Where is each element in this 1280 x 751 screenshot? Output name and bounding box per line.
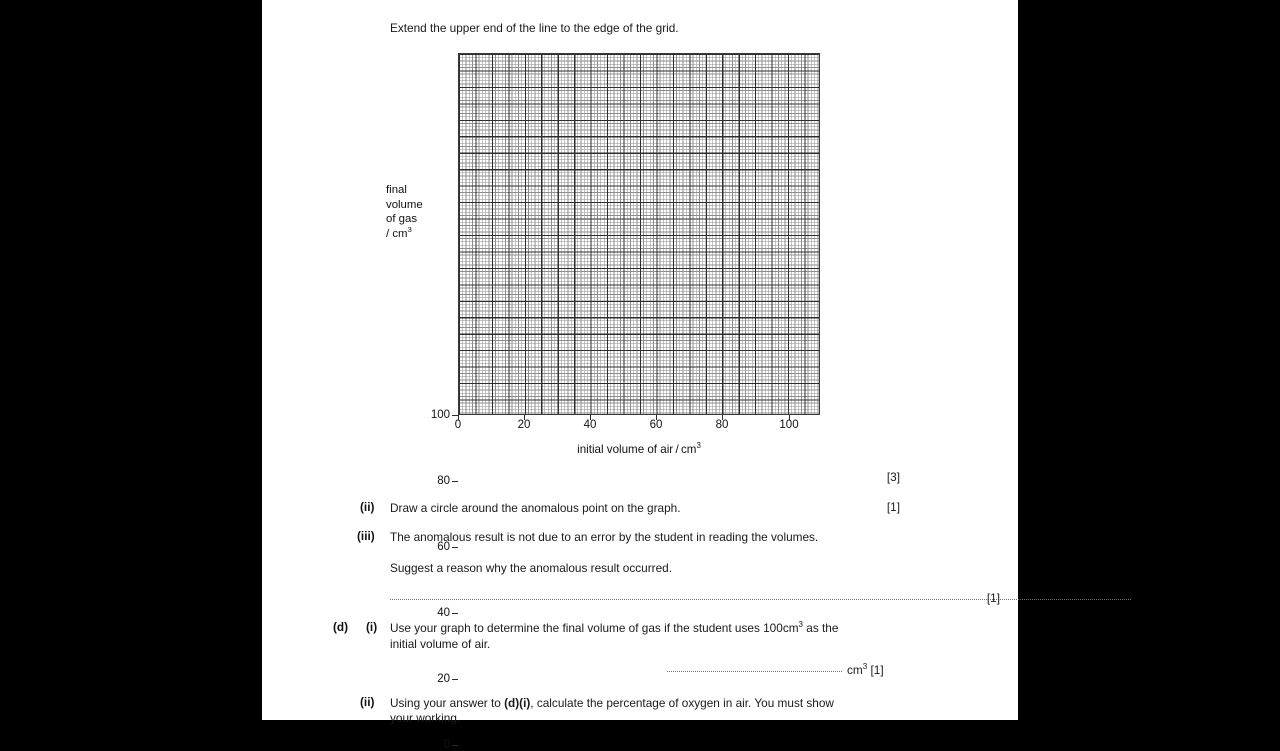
d-i-unit: cm bbox=[782, 621, 799, 635]
answer-line-d-i[interactable] bbox=[667, 671, 842, 672]
y-tick-mark-40 bbox=[452, 613, 458, 614]
question-label-d: (d) bbox=[333, 620, 349, 634]
exam-paper-page bbox=[262, 0, 1018, 751]
marks-c-i: [3] bbox=[886, 470, 900, 484]
y-tick-label-60: 60 bbox=[437, 541, 450, 553]
y-tick-mark-60 bbox=[452, 547, 458, 548]
d-i-line-2: initial volume of air. bbox=[390, 637, 491, 651]
answer-unit-text: cm bbox=[847, 663, 863, 677]
question-label-d-ii: (ii) bbox=[360, 695, 375, 709]
y-axis-label-line-1: final bbox=[386, 184, 407, 196]
y-tick-label-20: 20 bbox=[437, 673, 450, 685]
x-tick-label-60: 60 bbox=[649, 419, 663, 431]
y-tick-mark-0 bbox=[452, 745, 458, 746]
y-axis-label-line-2: volume bbox=[386, 198, 423, 211]
y-tick-label-100: 100 bbox=[430, 409, 450, 421]
question-text-c-ii: Draw a circle around the anomalous point on the graph. bbox=[390, 501, 681, 515]
question-label-c-iii: (iii) bbox=[357, 529, 375, 543]
x-tick-label-80: 80 bbox=[715, 419, 729, 431]
d-i-unit-exponent: 3 bbox=[798, 620, 804, 630]
y-tick-label-40: 40 bbox=[437, 607, 450, 619]
d-ii-text-b: , calculate the percentage of oxygen in air. You must show bbox=[530, 696, 834, 710]
x-tick-label-100: 100 bbox=[779, 419, 799, 431]
question-text-c-iii-followup: Suggest a reason why the anomalous result occurred. bbox=[390, 561, 672, 575]
y-tick-mark-20 bbox=[452, 679, 458, 680]
d-i-text-c: as the bbox=[803, 621, 839, 635]
y-axis-label-line-4 bbox=[386, 224, 456, 242]
d-ii-reference: (d)(i) bbox=[504, 696, 531, 710]
y-tick-mark-80 bbox=[452, 481, 458, 482]
answer-unit-exponent: 3 bbox=[862, 662, 868, 672]
instruction-text: Extend the upper end of the line to the edge of the grid. bbox=[390, 21, 679, 35]
marks-d-i: [1] bbox=[870, 663, 884, 677]
question-text-c-iii: The anomalous result is not due to an error by the student in reading the volumes. bbox=[390, 530, 819, 544]
graph-grid[interactable] bbox=[458, 53, 820, 415]
d-ii-text-a: Using your answer to bbox=[390, 696, 505, 710]
y-axis-label bbox=[386, 183, 456, 241]
y-axis-label-unit-exponent: 3 bbox=[407, 224, 412, 234]
x-tick-label-40: 40 bbox=[583, 419, 597, 431]
y-tick-label-0: 0 bbox=[443, 739, 450, 751]
question-text-d-i bbox=[390, 620, 895, 652]
answer-unit-d-i bbox=[847, 663, 884, 677]
question-text-d-ii bbox=[390, 695, 895, 711]
y-axis-label-unit: / cm bbox=[386, 227, 408, 240]
x-axis-label-main: initial volume of air / cm bbox=[577, 443, 697, 456]
marks-c-ii: [1] bbox=[886, 500, 900, 514]
answer-line-c-iii[interactable] bbox=[390, 599, 1131, 600]
d-i-text-a: Use your graph to determine the final volume of gas if the student uses 100 bbox=[390, 621, 783, 635]
cut-off-bottom-text: your working. bbox=[390, 711, 461, 725]
marks-c-iii: [1] bbox=[986, 591, 1000, 605]
y-tick-label-80: 80 bbox=[437, 475, 450, 487]
x-tick-label-0: 0 bbox=[454, 419, 462, 431]
question-label-d-i: (i) bbox=[366, 620, 378, 634]
y-axis-label-line-3: of gas bbox=[386, 213, 418, 226]
x-axis-label-exponent: 3 bbox=[696, 441, 701, 451]
x-tick-label-20: 20 bbox=[517, 419, 531, 431]
x-axis-label bbox=[458, 443, 820, 456]
question-label-c-ii: (ii) bbox=[360, 500, 375, 514]
